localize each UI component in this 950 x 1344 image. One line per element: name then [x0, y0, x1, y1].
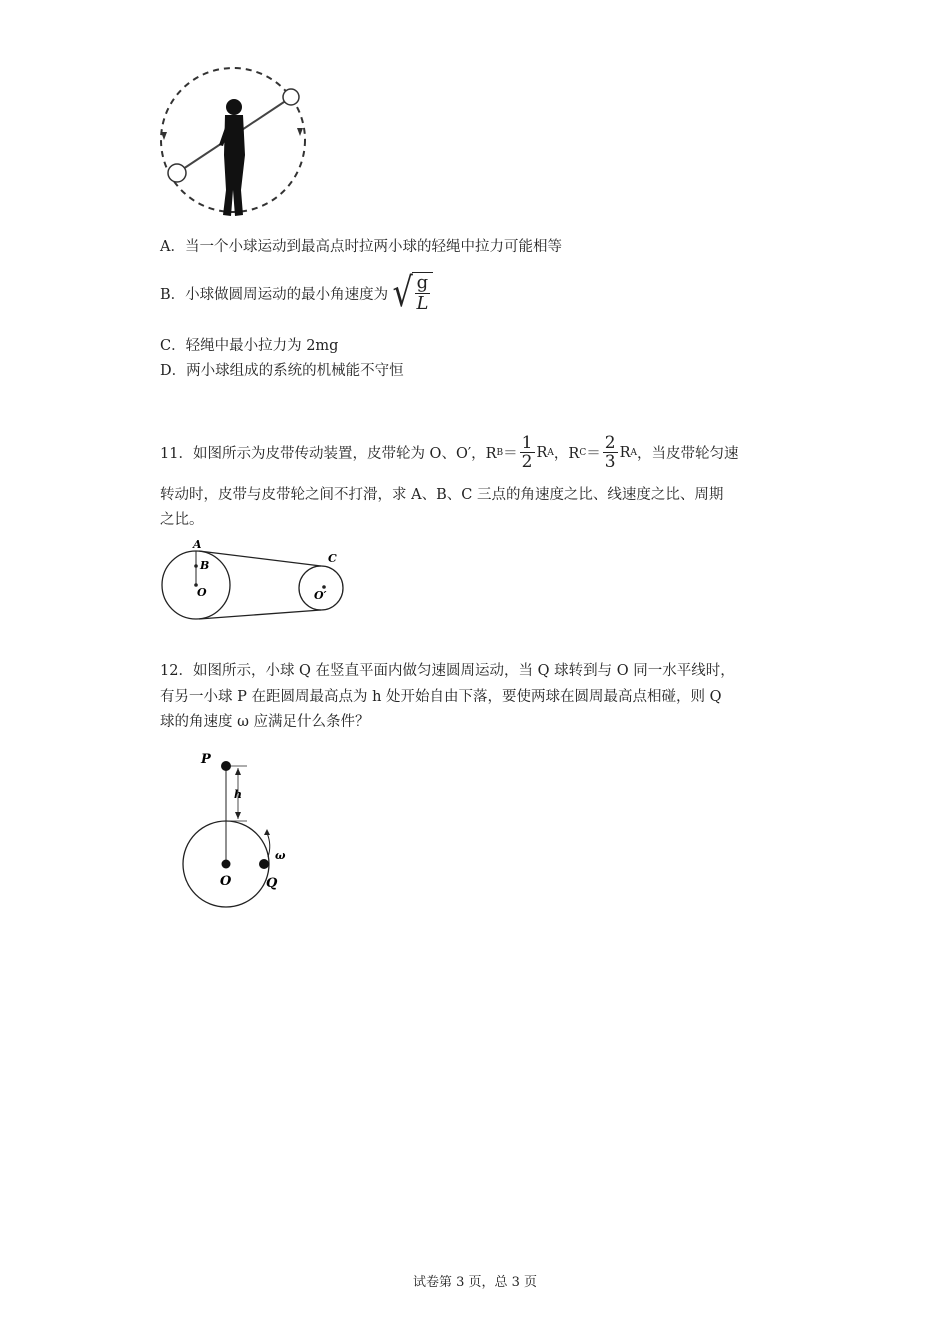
- q12-line1: 12．如图所示，小球 Q 在竖直平面内做匀速圆周运动，当 Q 球转到与 O 同一水平线时，: [160, 663, 735, 679]
- q11-belt-figure: [155, 538, 355, 626]
- q10-option-a: A．当一个小球运动到最高点时拉两小球的轻绳中拉力可能相等: [160, 239, 562, 255]
- frac2-num: 2: [604, 433, 616, 453]
- q10-option-d: D．两小球组成的系统的机械能不守恒: [160, 363, 404, 379]
- q10-option-b-text: B．小球做圆周运动的最小角速度为: [160, 286, 389, 303]
- q11-text-4: ，R: [553, 446, 580, 462]
- sub-a1: A: [547, 447, 554, 458]
- q10-option-c: C．轻绳中最小拉力为 2mg: [160, 338, 339, 354]
- sub-a2: A: [630, 447, 637, 458]
- sub-b: B: [496, 447, 504, 458]
- arrow-left-icon: [161, 132, 167, 140]
- label-c: C: [328, 552, 337, 565]
- sqrt-frac-den: L: [416, 293, 429, 314]
- q12-line2: 有另一小球 P 在距圆周最高点为 h 处开始自由下落，要使两球在圆周最高点相碰，则 Q: [160, 689, 722, 705]
- pulley-o-prime: [299, 566, 343, 610]
- arrow-right-icon: [297, 128, 303, 136]
- sqrt-sign-icon: √: [392, 270, 414, 316]
- q10-option-b: [160, 272, 433, 314]
- fraction-2: [603, 434, 618, 471]
- label-o: O: [197, 586, 207, 599]
- q11-text-3: R: [536, 444, 548, 461]
- sub-c: C: [579, 447, 587, 458]
- ball-upper: [283, 89, 299, 105]
- fraction-1: [520, 434, 535, 471]
- frac1-den: 2: [521, 452, 533, 472]
- label-p: P: [201, 752, 211, 767]
- q10-figure: [155, 60, 315, 225]
- q12-figure: [175, 745, 305, 910]
- arrow-down-icon: [235, 812, 241, 819]
- q11-eq-1: ＝: [503, 446, 518, 462]
- arrow-up-icon: [235, 768, 241, 775]
- frac1-num: 1: [521, 433, 533, 453]
- sqrt-frac-num: g: [416, 272, 429, 293]
- point-b: [194, 564, 198, 568]
- label-a: A: [193, 538, 202, 551]
- person-figure: [219, 99, 245, 216]
- label-omega: ω: [275, 849, 286, 862]
- label-o: O: [220, 874, 232, 889]
- q11-line2: 转动时，皮带与皮带轮之间不打滑，求 A、B、C 三点的角速度之比、线速度之比、周期: [160, 487, 724, 503]
- label-q: Q: [266, 876, 278, 891]
- label-b: B: [200, 559, 210, 572]
- center-o: [222, 860, 231, 869]
- q11-eq-2: ＝: [586, 446, 601, 462]
- q11-text-6: R: [619, 444, 631, 461]
- ball-lower: [168, 164, 186, 182]
- label-o-prime: O′: [314, 589, 327, 602]
- sqrt-expression: [390, 272, 433, 314]
- q12-line3: 球的角速度 ω 应满足什么条件？: [160, 714, 370, 730]
- q11-line3: 之比。: [160, 512, 204, 528]
- frac2-den: 3: [604, 452, 616, 472]
- q11-text-7: ，当皮带轮匀速: [636, 446, 739, 462]
- label-h: h: [234, 788, 242, 801]
- ball-q: [259, 859, 269, 869]
- ball-p: [221, 761, 231, 771]
- q11-text-1: 11．如图所示为皮带传动装置，皮带轮为 O、O′，R: [160, 446, 497, 462]
- page-footer: 试卷第 3 页，总 3 页: [412, 1275, 538, 1290]
- q11-line1: [160, 434, 738, 471]
